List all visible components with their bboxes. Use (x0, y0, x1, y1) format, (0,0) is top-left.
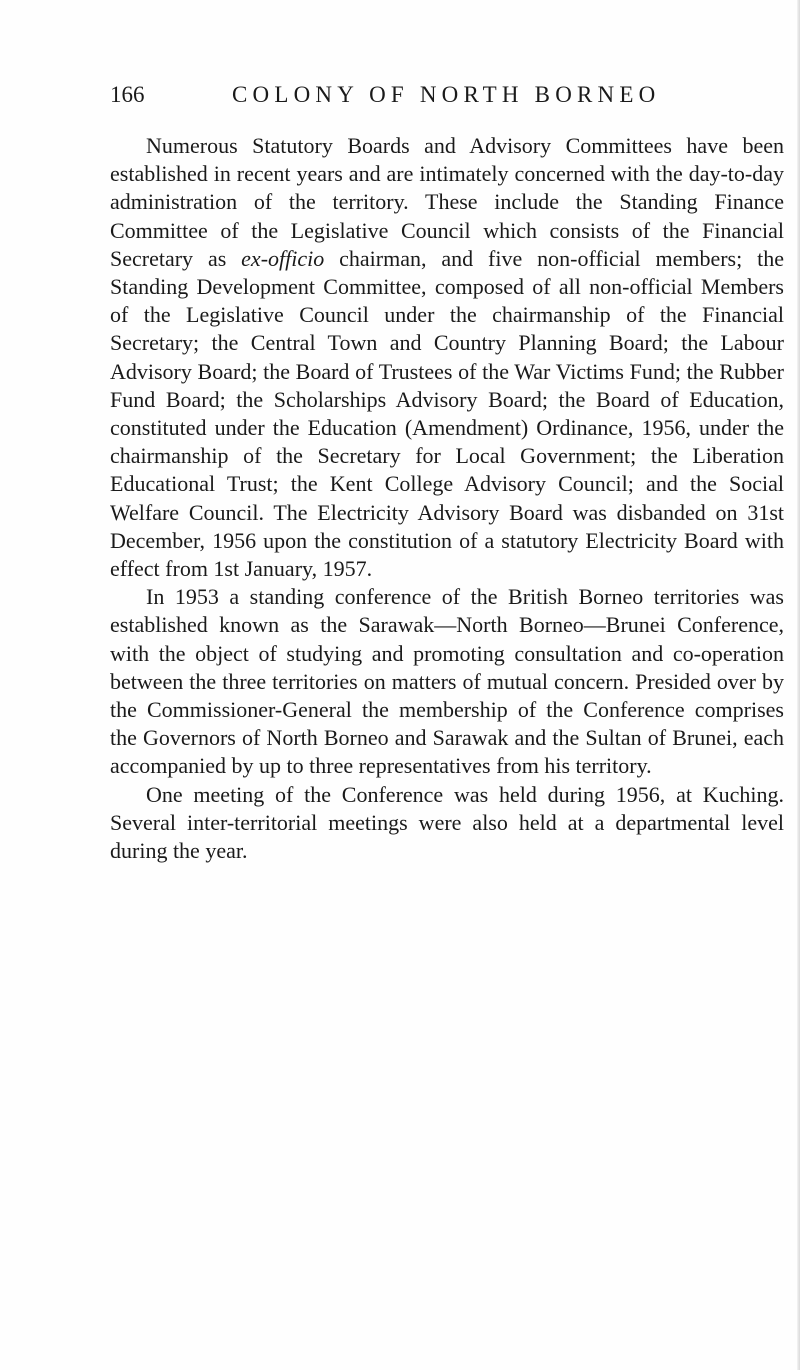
paragraph-1-text-a: Numerous Statutory Boards and Advisory Committees have been established in recent years and are intimately concerned with the day-to-day administration of the territory. These include the Standing Finance Committee of the Legislative Council which consists of the Financial Secretary as (110, 133, 784, 271)
page-header (110, 82, 770, 118)
running-title: COLONY OF NORTH BORNEO (232, 82, 661, 107)
paragraph-1-italic-term: ex-officio (241, 245, 325, 271)
body-text (110, 132, 784, 865)
page-number: 166 (110, 82, 145, 107)
paragraph-statutory-boards (110, 132, 784, 583)
paragraph-conference-meeting: One meeting of the Conference was held during 1956, at Kuching. Several inter-territorial meetings were also held at a departmental level during the year. (110, 781, 784, 864)
paragraph-borneo-conference: In 1953 a standing conference of the British Borneo territories was established known as the Sarawak—North Borneo—Brunei Conference, with the object of studying and promoting consultation and co-operation between the three territories on matters of mutual concern. Presided over by the Commissioner-General the membership of the Conference comprises the Governors of North Borneo and Sarawak and the Sultan of Brunei, each accompanied by up to three representatives from his territory. (110, 584, 784, 779)
paragraph-1-text-b: chairman, and five non-official members; the Standing Development Committee, composed of all non-official Members of the Legislative Council under the chairmanship of the Financial Secretary; the Central Town and Country Planning Board; the Labour Advisory Board; the Board of Trustees of the War Victims Fund; the Rubber Fund Board; the Scholarships Advisory Board; the Board of Education, constituted under the Education (Amendment) Ordinance, 1956, under the chairmanship of the Secretary for Local Government; the Liberation Educational Trust; the Kent College Advisory Council; and the Social Welfare Council. The Electricity Advisory Board was disbanded on 31st December, 1956 upon the constitution of a statutory Electricity Board with effect from 1st January, 1957. (110, 245, 784, 582)
